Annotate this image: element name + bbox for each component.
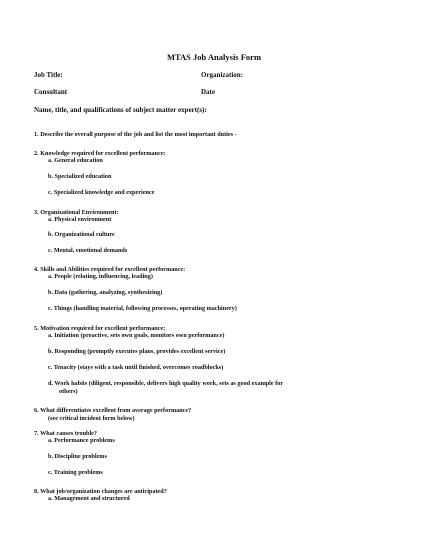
question-5d-continued: others) [59,388,78,395]
question-7a: a. Performance problems [48,437,115,444]
question-3a: a. Physical environment [48,216,112,223]
job-title-label: Job Title: [34,71,63,79]
question-3c: c. Mental, emotional demands [48,247,128,254]
question-5d: d. Work habits (diligent, responsible, delivers high quality work, sets as good example for [48,380,284,387]
question-8a: a. Management and structured [48,495,130,502]
question-5a: a. Initiation (proactive, sets own goals, monitors own performance) [48,332,225,339]
question-3b: b. Organizational culture [48,231,115,238]
question-2a: a. General education [48,157,103,164]
date-label: Date [201,88,215,96]
question-7b: b. Discipline problems [48,453,107,460]
question-1: 1. Describe the overall purpose of the job and list the most important duties - [34,131,237,138]
question-2b: b. Specialized education [48,173,112,180]
question-6: 6. What differentiates excellent from average performance? [34,407,192,414]
question-4b: b. Data (gathering, analyzing, synthesizing) [48,289,163,296]
question-7: 7. What causes trouble? [34,430,98,437]
question-5b: b. Responding (promptly executes plans, provides excellent service) [48,348,226,355]
question-6-note: (see critical incident form below) [48,415,135,422]
sme-label: Name, title, and qualifications of subject matter expert(s): [34,106,207,114]
question-4c: c. Things (handling material, following processes, operating machinery) [48,305,237,312]
question-4: 4. Skills and Abilities required for excellent performance: [34,266,186,273]
consultant-label: Consultant [34,88,68,96]
question-3: 3. Organizational Environment: [34,209,119,216]
question-2: 2. Knowledge required for excellent performance: [34,150,166,157]
question-4a: a. People (relating, influencing, leading) [48,273,153,280]
question-7c: c. Training problems [48,469,103,476]
question-2c: c. Specialized knowledge and experience [48,189,155,196]
form-title: MTAS Job Analysis Form [166,52,262,62]
question-5c: c. Tenacity (stays with a task until finished, overcomes roadblocks) [48,364,224,371]
question-5: 5. Motivation required for excellent performance: [34,325,166,332]
organization-label: Organization: [201,71,243,79]
question-8: 8. What job/organization changes are anticipated? [34,488,167,495]
